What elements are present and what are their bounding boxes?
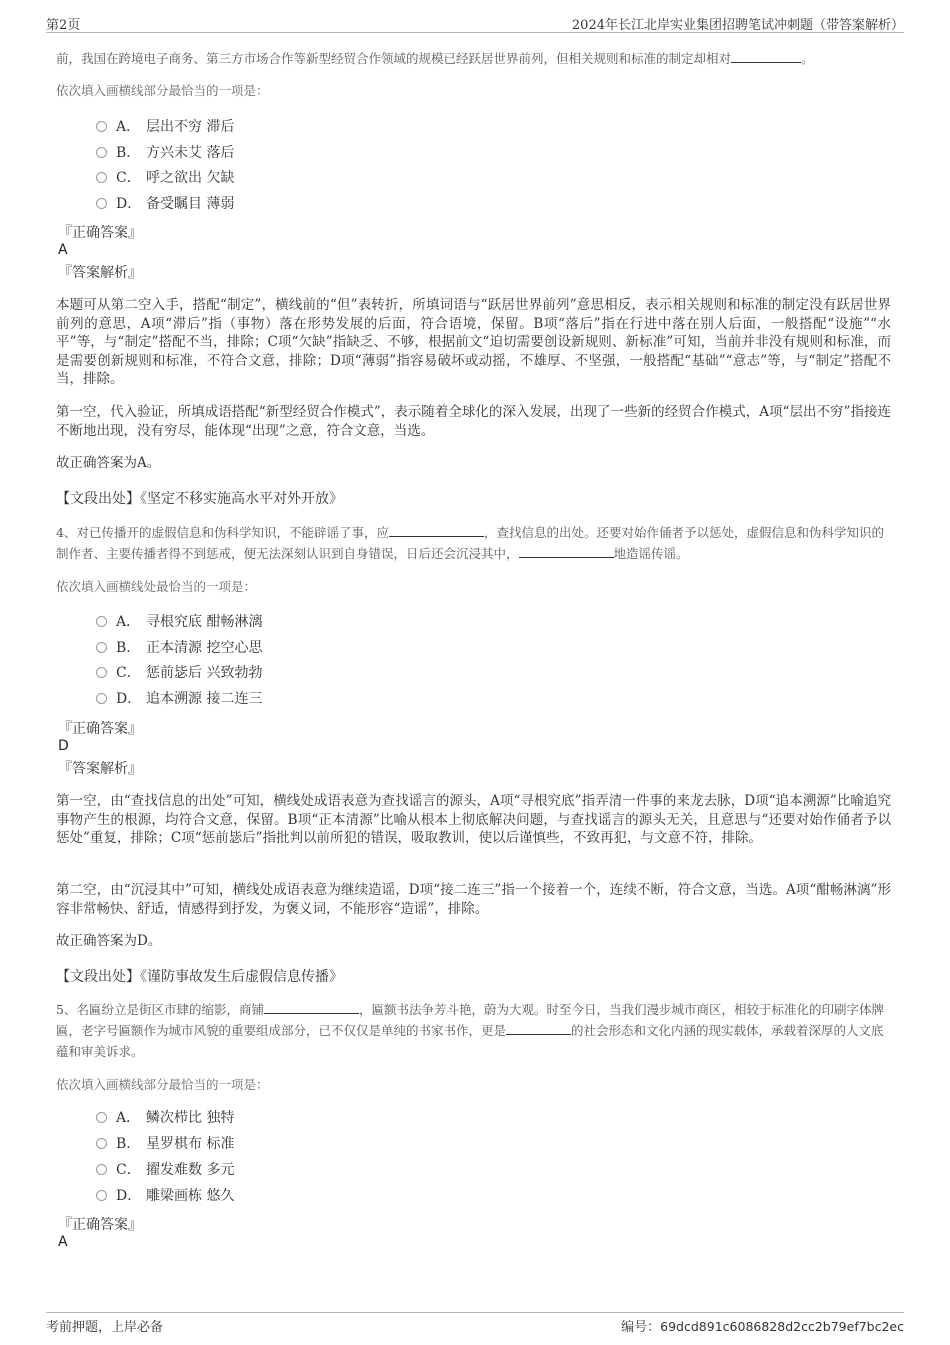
blank-line xyxy=(264,1000,359,1014)
blank-line xyxy=(506,1021,571,1035)
radio-icon[interactable] xyxy=(96,616,107,627)
q4-option-c[interactable]: C． 惩前毖后 兴致勃勃 xyxy=(96,663,262,683)
q4-answer-label: 『正确答案』 xyxy=(58,721,142,737)
q5-answer-label: 『正确答案』 xyxy=(58,1217,142,1233)
q5-option-d[interactable]: D． 雕梁画栋 悠久 xyxy=(96,1186,234,1206)
document-code: 编号：69dcd891c6086828d2cc2b79ef7bc2ec xyxy=(621,1319,904,1335)
radio-icon[interactable] xyxy=(96,693,107,704)
q4-analysis-para-1: 第一空，由“查找信息的出处”可知，横线处成语表意为查找谣言的源头，A项“寻根究底”指弄清一件事的来龙去脉，D项“追本溯源”比喻追究事物产生的根源，均符合文意，保留。B项“正本清源”比喻从根本上彻底解决问题，与查找谣言的源头无关，且意思与“还要对始作俑者予以惩处”重复，排除；C项“惩前毖后”指批判以前所犯的错误，吸取教训，使以后谨慎些，不致再犯，与文意不符，排除。 xyxy=(56,793,891,846)
page-header xyxy=(46,10,904,33)
q4-conclusion: 故正确答案为D。 xyxy=(56,933,162,949)
q5-stem: 5、名匾纷立是街区市肆的缩影，商铺 ，匾额书法争芳斗艳，蔚为大观。时至今日，当我们漫步城市商区，相较于标准化的印刷字体牌匾，老字号匾额作为城市风貌的重要组成部分，已不仅仅是单纯的书家书作，更是 的社会形态和文化内涵的现实载体，承载着深厚的人文底蕴和审美诉求。 xyxy=(56,1002,884,1059)
document-title: 2024年长江北岸实业集团招聘笔试冲刺题（带答案解析） xyxy=(571,18,904,33)
q3-analysis-para-1: 本题可从第二空入手，搭配“制定”，横线前的“但”表转折，所填词语与“跃居世界前列”意思相反，表示相关规则和标准的制定没有跃居世界前列的意思，A项“滞后”指（事物）落在形势发展的后面，符合语境，保留。B项“落后”指在行进中落在别人后面，一般搭配“设施”“水平”等，与“制定”搭配不当，排除；C项“欠缺”指缺乏、不够，根据前文“迫切需要创设新规则、新标准”可知，当前并非没有规则和标准，而是需要创新规则和标准，不符合文意，排除；D项“薄弱”指容易破坏或动摇，不雄厚、不坚强，一般搭配“基础”“意志”等，与“制定”搭配不当，排除。 xyxy=(56,297,891,387)
radio-icon[interactable] xyxy=(96,667,107,678)
q4-source: 【文段出处】《谨防事故发生后虚假信息传播》 xyxy=(56,969,343,985)
page-footer xyxy=(46,1312,904,1337)
radio-icon[interactable] xyxy=(96,147,107,158)
q3-analysis-label: 『答案解析』 xyxy=(58,265,142,281)
q5-answer: A xyxy=(58,1234,68,1250)
footer-slogan: 考前押题，上岸必备 xyxy=(46,1320,164,1335)
q4-option-a[interactable]: A． 寻根究底 酣畅淋漓 xyxy=(96,612,262,632)
q3-option-b[interactable]: B． 方兴未艾 落后 xyxy=(96,143,234,163)
radio-icon[interactable] xyxy=(96,121,107,132)
blank-line xyxy=(389,523,484,537)
q3-conclusion: 故正确答案为A。 xyxy=(56,455,161,471)
radio-icon[interactable] xyxy=(96,198,107,209)
q3-stem-tail: 前，我国在跨境电子商务、第三方市场合作等新型经贸合作领域的规模已经跃居世界前列，但相关规则和标准的制定却相对 。 xyxy=(56,51,814,66)
radio-icon[interactable] xyxy=(96,172,107,183)
radio-icon[interactable] xyxy=(96,642,107,653)
q4-option-b[interactable]: B． 正本清源 挖空心思 xyxy=(96,638,262,658)
radio-icon[interactable] xyxy=(96,1164,107,1175)
radio-icon[interactable] xyxy=(96,1190,107,1201)
q3-prompt: 依次填入画横线部分最恰当的一项是： xyxy=(56,83,269,98)
blank-line xyxy=(731,49,801,63)
q5-option-a[interactable]: A． 鳞次栉比 独特 xyxy=(96,1108,234,1128)
q3-source: 【文段出处】《坚定不移实施高水平对外开放》 xyxy=(56,491,343,507)
q3-option-d[interactable]: D． 备受瞩目 薄弱 xyxy=(96,194,234,214)
q4-answer: D xyxy=(58,738,69,754)
q3-analysis-para-2: 第一空，代入验证，所填成语搭配“新型经贸合作模式”，表示随着全球化的深入发展，出现了一些新的经贸合作模式，A项“层出不穷”指接连不断地出现，没有穷尽，能体现“出现”之意，符合文意，当选。 xyxy=(56,404,891,439)
q5-option-c[interactable]: C． 擢发难数 多元 xyxy=(96,1160,234,1180)
q3-answer: A xyxy=(58,242,68,258)
q5-option-b[interactable]: B． 星罗棋布 标准 xyxy=(96,1134,234,1154)
blank-line xyxy=(519,544,614,558)
q4-option-d[interactable]: D． 追本溯源 接二连三 xyxy=(96,689,262,709)
q3-answer-label: 『正确答案』 xyxy=(58,225,142,241)
q5-prompt: 依次填入画横线部分最恰当的一项是： xyxy=(56,1077,269,1092)
radio-icon[interactable] xyxy=(96,1138,107,1149)
q4-stem: 4、对已传播开的虚假信息和伪科学知识，不能辟谣了事，应 ，查找信息的出处。还要对始作俑者予以惩处，虚假信息和伪科学知识的制作者、主要传播者得不到惩戒，便无法深刻认识到自身错误，日后还会沉浸其中， 地造谣传谣。 xyxy=(56,525,884,561)
q4-prompt: 依次填入画横线处最恰当的一项是： xyxy=(56,579,257,594)
radio-icon[interactable] xyxy=(96,1112,107,1123)
page-number: 第2页 xyxy=(46,18,81,33)
q3-option-a[interactable]: A． 层出不穷 滞后 xyxy=(96,117,234,137)
q3-option-c[interactable]: C． 呼之欲出 欠缺 xyxy=(96,168,234,188)
q4-analysis-label: 『答案解析』 xyxy=(58,761,142,777)
q4-analysis-para-2: 第二空，由“沉浸其中”可知，横线处成语表意为继续造谣，D项“接二连三”指一个接着一个，连续不断，符合文意，当选。A项“酣畅淋漓”形容非常畅快、舒适，情感得到抒发，为褒义词，不能形容“造谣”，排除。 xyxy=(56,882,891,917)
